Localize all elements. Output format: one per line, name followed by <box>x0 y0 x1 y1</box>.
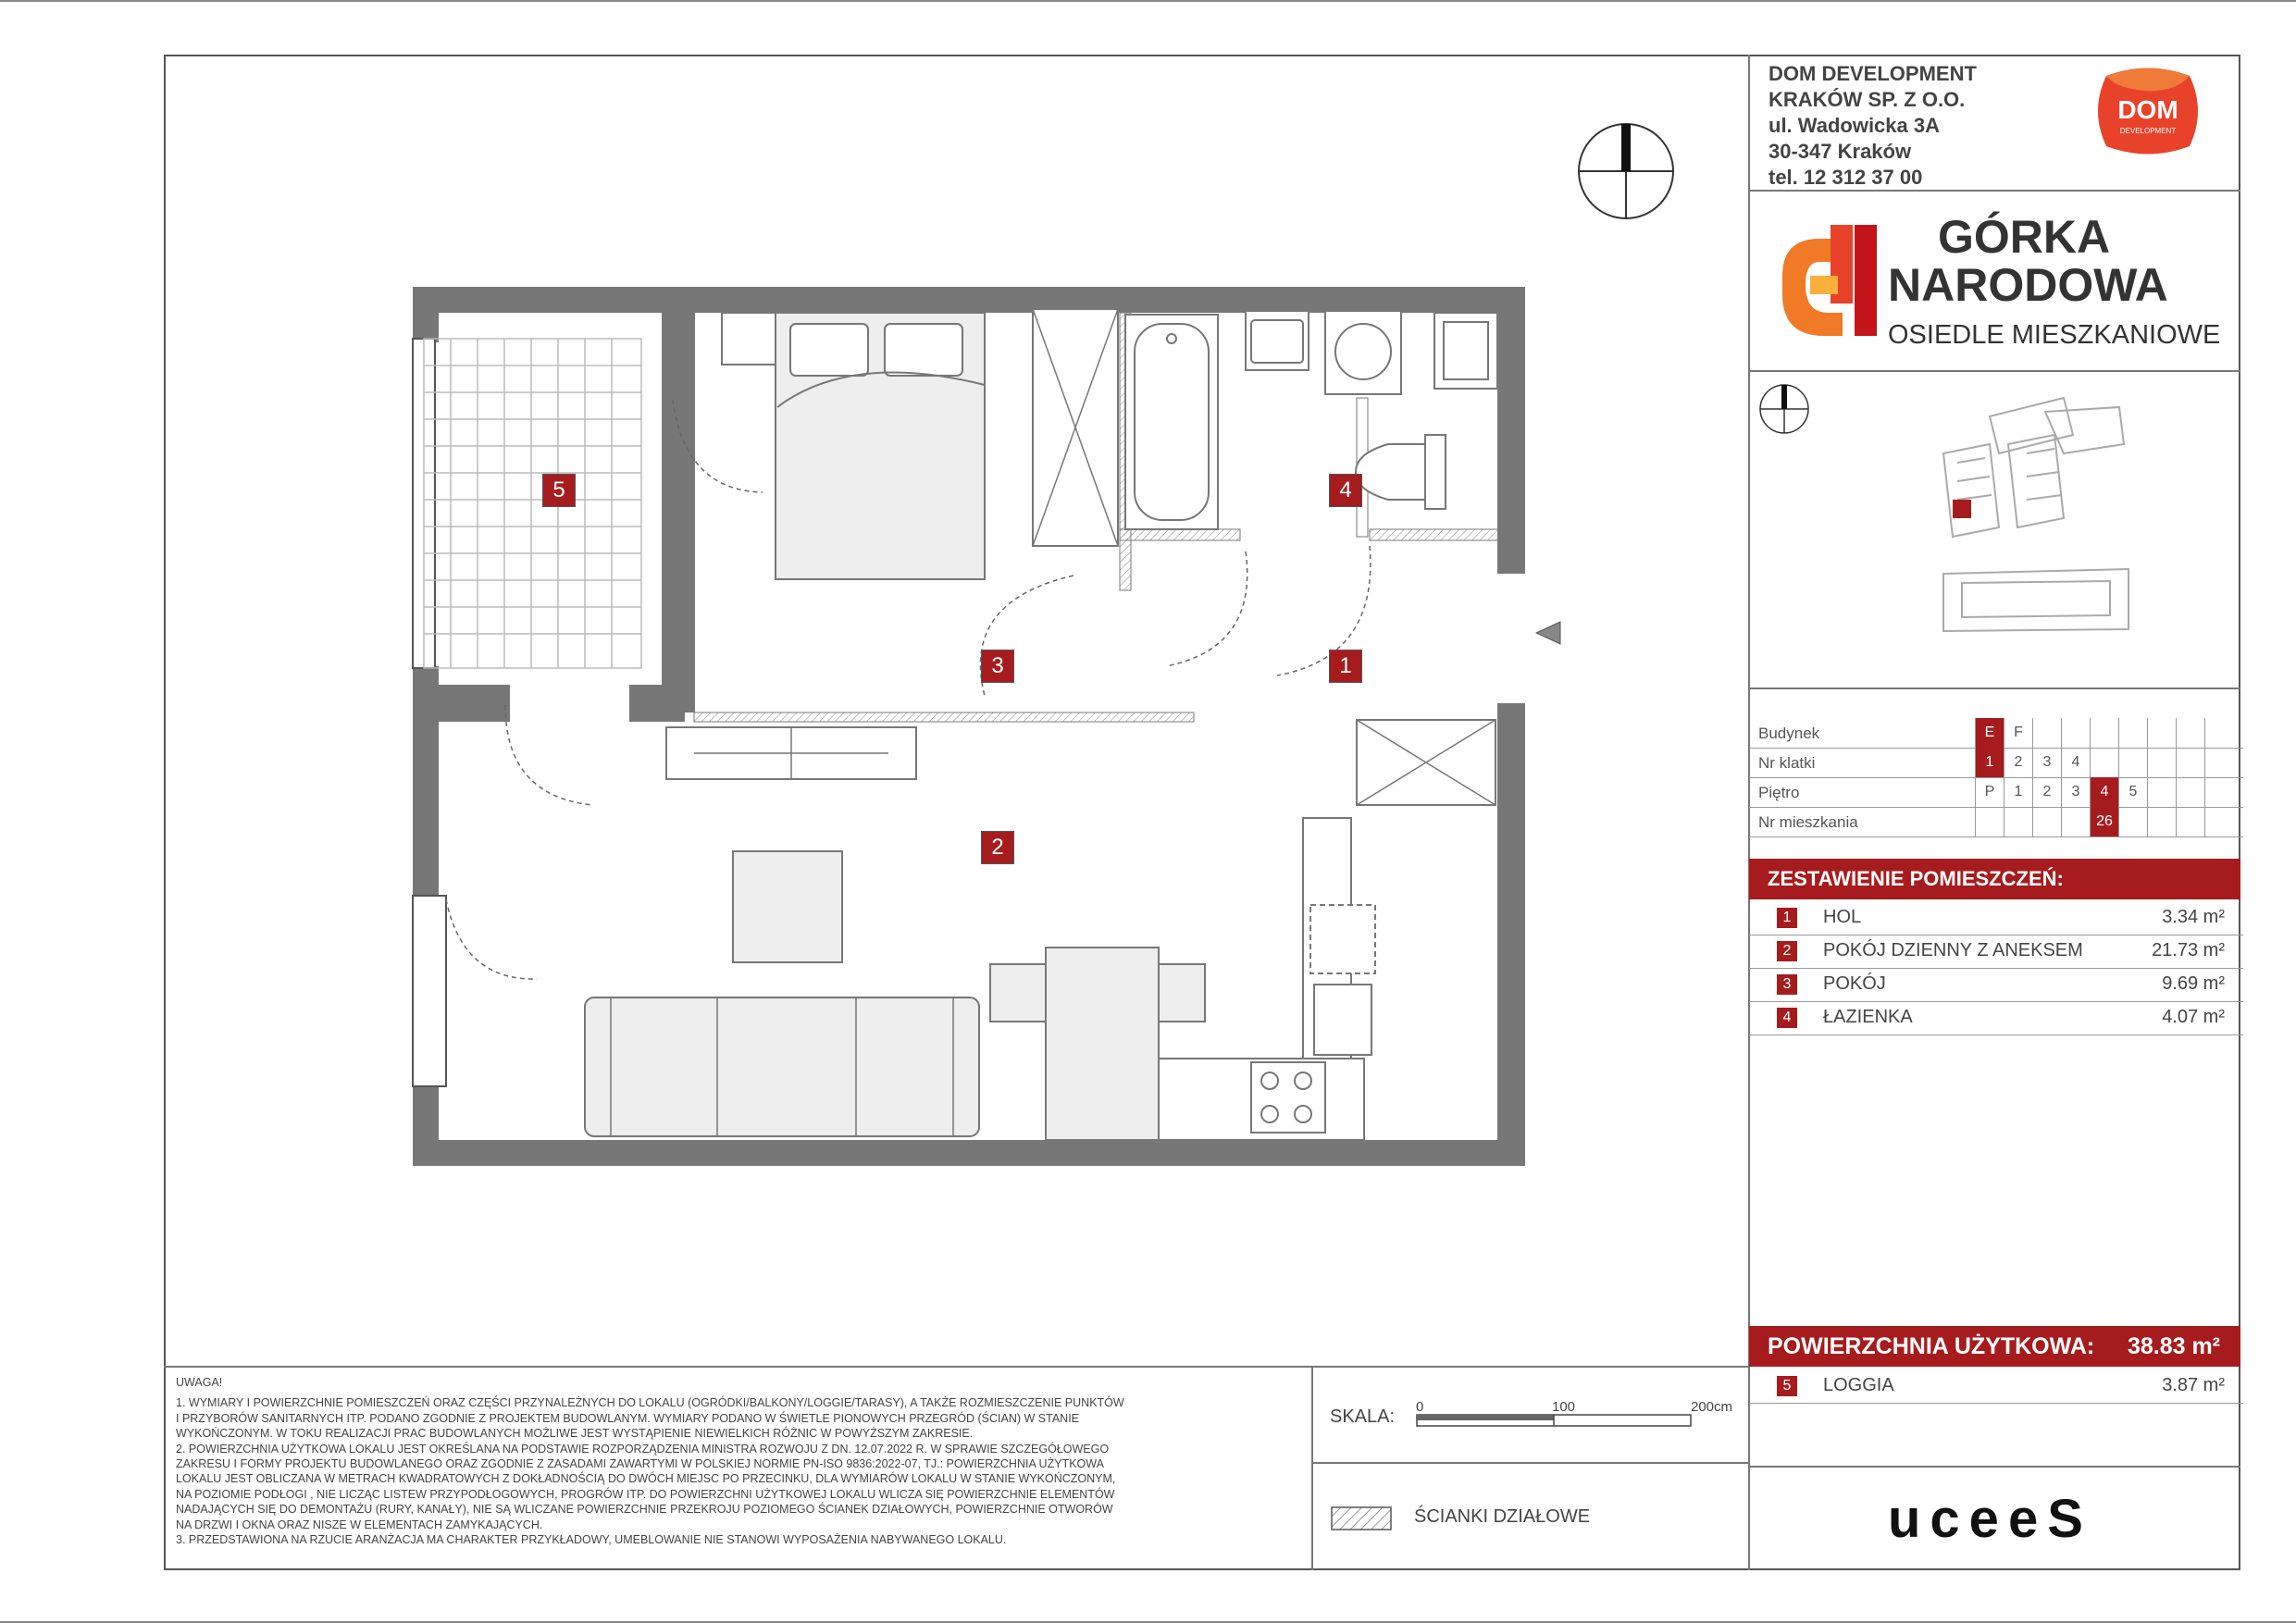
table-row-floor <box>1749 777 2243 808</box>
cell: 4 <box>2090 777 2118 807</box>
scale-label: SKALA: <box>1330 1406 1396 1427</box>
gorka-narodowa-logo-mark <box>1773 220 1884 350</box>
room-number-badge: 4 <box>1777 1008 1797 1028</box>
cell <box>2204 807 2233 836</box>
cell: 3 <box>2032 748 2061 777</box>
cell <box>2176 748 2204 777</box>
room-area: 9.69 m² <box>2162 973 2225 994</box>
hatch-legend-icon <box>1331 1506 1392 1530</box>
cell <box>2176 777 2204 807</box>
notes-line: 1. WYMIARY I POWIERZCHNIE POMIESZCZEŃ ORAZ CZĘŚCI PRZYNALEŻNYCH DO LOKALU (OGRÓDKI/BALKONY/LOGGIE/TARASY), A TAKŻE ROZMIESZCZENIE PUNKTÓW <box>176 1396 1124 1410</box>
room-name: POKÓJ <box>1823 973 1886 994</box>
room-number-badge: 1 <box>1777 908 1797 928</box>
row-label: Piętro <box>1758 784 1800 801</box>
divider-project <box>1748 370 2240 372</box>
cell <box>2147 807 2176 836</box>
room-area: 4.07 m² <box>2162 1007 2225 1027</box>
plan-label-loggia: 5 <box>542 474 576 507</box>
scale-bar <box>1416 1414 1694 1429</box>
notes-title: UWAGA! <box>176 1376 223 1389</box>
legend-partition-label: ŚCIANKI DZIAŁOWE <box>1414 1506 1591 1527</box>
room-number-badge: 5 <box>1777 1376 1797 1396</box>
dom-development-logo <box>2088 65 2208 157</box>
cell <box>2147 777 2176 807</box>
cell <box>2204 748 2233 777</box>
scale-tick-0: 0 <box>1416 1399 1424 1415</box>
divider-brand <box>1748 1466 2240 1468</box>
floor-plan <box>407 278 1573 1175</box>
row-label: Budynek <box>1758 725 1820 742</box>
room-number-badge: 3 <box>1777 974 1797 995</box>
room-name: POKÓJ DZIENNY Z ANEKSEM <box>1823 940 2083 960</box>
company-city: 30-347 Kraków <box>1769 140 1912 163</box>
company-street: ul. Wadowicka 3A <box>1769 114 1941 137</box>
cell <box>2118 807 2147 836</box>
usable-area-bar <box>1749 1326 2240 1367</box>
cell <box>2004 807 2032 836</box>
cell <box>2118 718 2147 748</box>
company-info <box>1769 61 1977 191</box>
dom-logo-text: DOM <box>2117 95 2178 124</box>
cell: 2 <box>2004 748 2032 777</box>
cell <box>2147 748 2176 777</box>
table-row-building <box>1749 718 2243 749</box>
notes-line: NADAJĄCYCH SIĘ DO DEMONTAŻU (RURY, KANAŁY), NIE SĄ WLICZANE POWIERZCHNIE PRZEKROJU POZIOMEGO ŚCIANEK DZIAŁOWYCH, POWIERZCHNIE OTWORÓW <box>176 1503 1113 1517</box>
company-phone: tel. 12 312 37 00 <box>1769 166 1923 189</box>
cell: P <box>1975 777 2004 807</box>
notes-line: NA DRZWI I OKNA ORAZ NISZE W ELEMENTACH ZAMYKAJĄCYCH. <box>176 1518 543 1531</box>
loggia-row <box>1749 1369 2243 1404</box>
room-number-badge: 2 <box>1777 941 1797 961</box>
room-row-3 <box>1749 968 2243 1002</box>
cell <box>2090 718 2118 748</box>
divider-keyplan <box>1748 688 2240 689</box>
notes-line: 2. POWIERZCHNIA UŻYTKOWA LOKALU JEST OKREŚLANA NA PODSTAWIE ROZPORZĄDZENIA MINISTRA ROZWOJU Z DN. 12.07.2022 R. W SPRAWIE SZCZEGÓŁOWEGO <box>176 1442 1110 1456</box>
plan-label-room: 3 <box>981 650 1014 683</box>
cell <box>2147 718 2176 748</box>
company-entity: KRAKÓW SP. Z O.O. <box>1769 88 1966 111</box>
notes-block <box>176 1375 1286 1547</box>
project-title-1: GÓRKA <box>1938 211 2111 263</box>
table-row-staircase <box>1749 748 2243 778</box>
uceeS-logo: uceeS <box>1888 1489 2092 1549</box>
cell: F <box>2004 718 2032 748</box>
cell <box>1975 807 2004 836</box>
room-area: 3.87 m² <box>2162 1375 2225 1395</box>
scale-tick-200: 200cm <box>1691 1399 1733 1415</box>
north-compass-icon <box>1575 120 1677 222</box>
cell <box>2061 718 2090 748</box>
row-label: Nr klatki <box>1758 754 1816 772</box>
cell <box>2061 807 2090 836</box>
room-area: 3.34 m² <box>2162 907 2225 927</box>
cell: 3 <box>2061 777 2090 807</box>
row-label: Nr mieszkania <box>1758 813 1858 831</box>
usable-area-label: POWIERZCHNIA UŻYTKOWA: <box>1768 1333 2095 1359</box>
cell <box>2032 718 2061 748</box>
cell: E <box>1975 718 2004 748</box>
site-key-plan <box>1934 389 2138 638</box>
project-title-2: NARODOWA <box>1888 259 2168 311</box>
notes-line: ZAKRESU I FORMY PROJEKTU BUDOWLANEGO ORAZ ZGODNIE Z ZASADAMI ZAWARTYMI W POLSKIEJ NORMIE PN-ISO 9836:2022-07, TJ.: POWIERZCHNIA UŻYTKOWA <box>176 1457 1104 1471</box>
cell: 5 <box>2118 777 2147 807</box>
cell: 4 <box>2061 748 2090 777</box>
notes-line: I PRZYBORÓW SANITARNYCH ITP. PODANO ZGODNIE Z PROJEKTEM BUDOWLANYM. WYMIARY PODANO W ŚWIETLE PIONOWYCH PRZEGRÓD (ŚCIAN) W STANIE <box>176 1411 1080 1425</box>
room-area: 21.73 m² <box>2152 940 2225 960</box>
cell <box>2090 748 2118 777</box>
cell <box>2176 807 2204 836</box>
cell <box>2204 718 2233 748</box>
cell <box>2204 777 2233 807</box>
room-name: LOGGIA <box>1823 1375 1894 1395</box>
scale-tick-100: 100 <box>1552 1399 1576 1415</box>
cell: 1 <box>1975 748 2004 777</box>
room-name: HOL <box>1823 907 1862 927</box>
cell: 1 <box>2004 777 2032 807</box>
cell: 26 <box>2090 807 2118 836</box>
cell <box>2118 748 2147 777</box>
table-row-apartment <box>1749 807 2243 837</box>
plan-label-living: 2 <box>981 831 1014 864</box>
project-subtitle: OSIEDLE MIESZKANIOWE <box>1888 320 2221 350</box>
plan-label-bathroom: 4 <box>1329 474 1362 507</box>
plan-label-hol: 1 <box>1329 650 1362 683</box>
cell <box>2032 807 2061 836</box>
rooms-header: ZESTAWIENIE POMIESZCZEŃ: <box>1749 859 2240 899</box>
room-name: ŁAZIENKA <box>1823 1007 1913 1027</box>
notes-line: LOKALU JEST OBLICZANA W METRACH KWADRATOWYCH Z DOKŁADNOŚCIĄ DO DWÓCH MIEJSC PO PRZECINKU, DLA WYMIARÓW LOKALU W STANIE WYKOŃCZONYM, <box>176 1472 1116 1486</box>
room-row-4 <box>1749 1001 2243 1035</box>
keyplan-compass-icon <box>1756 381 1812 437</box>
top-border <box>0 0 2296 2</box>
cell: 2 <box>2032 777 2061 807</box>
company-name: DOM DEVELOPMENT <box>1769 62 1977 85</box>
cell <box>2176 718 2204 748</box>
notes-line: 3. PRZEDSTAWIONA NA RZUCIE ARANŻACJA MA CHARAKTER PRZYKŁADOWY, UMEBLOWANIE NIE STANOWI WYPOSAŻENIA NABYWANEGO LOKALU. <box>176 1533 1007 1547</box>
room-row-2 <box>1749 935 2243 969</box>
dom-logo-subtext: DEVELOPMENT <box>2119 127 2177 135</box>
notes-line: WYKOŃCZONYM. W TOKU REALIZACJI PRAC BUDOWLANYCH MOŻLIWE JEST WYSTĄPIENIE NIEWIELKICH RÓŻNIC W POWYŻSZYM ZAKRESIE. <box>176 1427 974 1441</box>
divider-notes <box>164 1366 1750 1368</box>
room-row-1 <box>1749 901 2243 935</box>
divider-legend <box>1311 1462 1750 1464</box>
notes-line: NA POZIOMIE PODŁOGI , NIE LICZĄC LISTEW PRZYPODŁOGOWYCH, PROGRÓW ITP. DO POWIERZCHNI UŻYTKOWEJ LOKALU WLICZA SIĘ POWIERZCHNIE ELEMENTÓW <box>176 1487 1115 1501</box>
divider-scale <box>1311 1366 1313 1570</box>
usable-area-value: 38.83 m² <box>2127 1333 2220 1359</box>
